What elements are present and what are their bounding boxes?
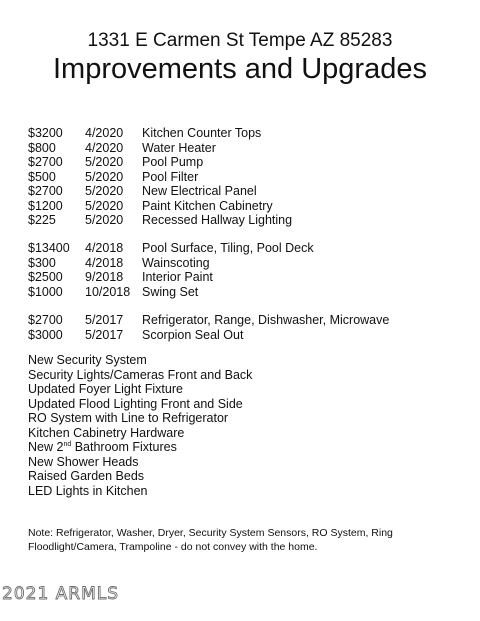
improvement-amount: $3200 xyxy=(28,126,63,140)
improvement-description: Pool Surface, Tiling, Pool Deck xyxy=(142,241,314,255)
improvement-row xyxy=(28,213,468,228)
improvement-row xyxy=(28,241,468,256)
improvement-date: 5/2020 xyxy=(85,213,124,227)
additional-improvements-list xyxy=(28,353,468,498)
improvement-row xyxy=(28,199,468,214)
list-item: New Security System xyxy=(28,353,147,367)
improvement-date: 5/2017 xyxy=(85,327,124,342)
property-address: 1331 E Carmen St Tempe AZ 85283 xyxy=(87,30,393,51)
improvement-description: Wainscoting xyxy=(142,255,210,270)
improvement-description: Water Heater xyxy=(142,140,216,155)
improvement-description: Pool Filter xyxy=(142,169,199,184)
improvement-row xyxy=(28,328,468,343)
list-item: LED Lights in Kitchen xyxy=(28,483,148,498)
improvement-group-2020 xyxy=(28,126,468,228)
list-item: Updated Flood Lighting Front and Side xyxy=(28,396,243,411)
bathroom-item-suffix: Bathroom Fixtures xyxy=(71,440,177,454)
improvement-date: 10/2018 xyxy=(85,284,131,299)
improvement-date: 5/2020 xyxy=(85,155,124,169)
improvement-amount: $225 xyxy=(28,213,56,227)
improvement-amount: $3000 xyxy=(28,327,63,342)
improvement-date: 4/2018 xyxy=(85,241,124,255)
improvement-row xyxy=(28,256,468,271)
page-title: Improvements and Upgrades xyxy=(53,53,427,85)
improvement-amount: $13400 xyxy=(28,241,70,255)
improvement-description: Interior Paint xyxy=(142,270,213,284)
improvement-date: 4/2018 xyxy=(85,255,124,270)
list-item: Updated Foyer Light Fixture xyxy=(28,382,183,396)
improvement-row xyxy=(28,170,468,185)
improvement-row xyxy=(28,270,468,285)
improvement-amount: $1200 xyxy=(28,198,63,213)
improvement-date: 5/2020 xyxy=(85,184,124,198)
improvement-amount: $500 xyxy=(28,169,56,184)
list-item: New Shower Heads xyxy=(28,454,139,469)
improvement-date: 4/2020 xyxy=(85,126,124,140)
improvement-amount: $1000 xyxy=(28,284,63,299)
improvement-description: Scorpion Seal Out xyxy=(142,327,244,342)
improvement-description: Recessed Hallway Lighting xyxy=(142,213,293,227)
list-item: Security Lights/Cameras Front and Back xyxy=(28,367,253,382)
improvement-description: New Electrical Panel xyxy=(142,184,257,198)
improvement-date: 4/2020 xyxy=(85,140,124,155)
improvement-row xyxy=(28,155,468,170)
conveyance-note: Note: Refrigerator, Washer, Dryer, Security System Sensors, RO System, Ring Floodlight/Camera, Trampoline - do not convey with the home. xyxy=(28,527,393,553)
list-item: RO System with Line to Refrigerator xyxy=(28,411,229,425)
improvement-amount: $300 xyxy=(28,255,56,270)
copyright-watermark: 2021 ARMLS xyxy=(2,584,120,604)
improvement-amount: $2700 xyxy=(28,155,63,169)
improvement-description: Refrigerator, Range, Dishwasher, Microwave xyxy=(142,313,390,327)
improvement-date: 5/2017 xyxy=(85,313,124,327)
improvement-group-2018 xyxy=(28,241,468,299)
improvement-row xyxy=(28,184,468,199)
improvement-row xyxy=(28,126,468,141)
improvement-description: Kitchen Counter Tops xyxy=(142,126,262,140)
list-item xyxy=(28,440,468,455)
improvement-description: Swing Set xyxy=(142,284,199,299)
list-item: Kitchen Cabinetry Hardware xyxy=(28,425,185,440)
improvement-row xyxy=(28,141,468,156)
improvement-group-2017 xyxy=(28,313,468,342)
improvement-amount: $800 xyxy=(28,140,56,155)
improvement-description: Pool Pump xyxy=(142,155,204,169)
improvement-amount: $2700 xyxy=(28,184,63,198)
improvement-description: Paint Kitchen Cabinetry xyxy=(142,198,273,213)
improvement-date: 5/2020 xyxy=(85,169,124,184)
list-item: Raised Garden Beds xyxy=(28,469,145,483)
improvement-amount: $2500 xyxy=(28,270,63,284)
improvement-row xyxy=(28,313,468,328)
improvement-row xyxy=(28,285,468,300)
bathroom-item-prefix: New 2 xyxy=(28,440,64,454)
improvement-date: 5/2020 xyxy=(85,198,124,213)
improvement-date: 9/2018 xyxy=(85,270,124,284)
ordinal-suffix: nd xyxy=(63,441,72,448)
improvement-amount: $2700 xyxy=(28,313,63,327)
